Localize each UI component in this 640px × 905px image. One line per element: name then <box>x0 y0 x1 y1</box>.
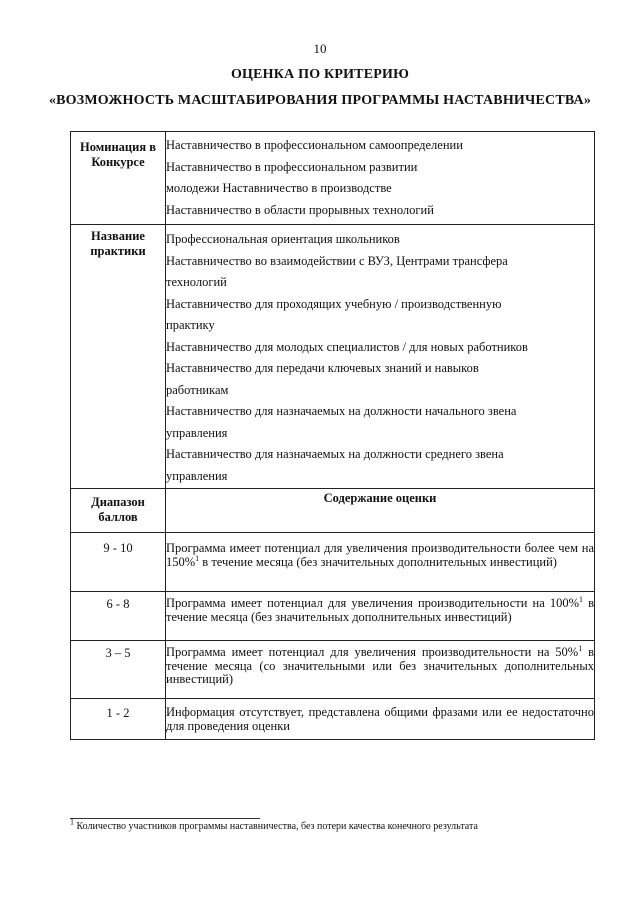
footnote-text: Количество участников программы наставничества, без потери качества конечного результата <box>76 821 478 832</box>
score-description-text: Информация отсутствует, представлена общими фразами или ее недостаточно для проведения оценки <box>166 705 594 733</box>
score-range: 1 - 2 <box>71 699 166 740</box>
title-line-1: ОЦЕНКА ПО КРИТЕРИЮ <box>230 67 410 82</box>
practice-label-line-2: практики <box>90 244 146 258</box>
footnote-marker: 1 <box>70 817 74 827</box>
practice-label-line-1: Название <box>91 229 145 243</box>
practice-item: Наставничество для проходящих учебную / производственную <box>166 296 502 311</box>
page-number: 10 <box>313 41 327 56</box>
score-row <box>71 533 595 592</box>
footnote-marker: 1 <box>578 643 583 653</box>
footnote <box>70 817 478 832</box>
nomination-label <box>71 132 166 225</box>
score-description-text: Программа имеет потенциал для увеличения производительности на 100% <box>166 596 579 610</box>
score-range-header-line-2: баллов <box>98 510 138 524</box>
footnote-divider <box>70 818 260 819</box>
score-row <box>71 699 595 740</box>
score-range: 9 - 10 <box>71 533 166 592</box>
score-range: 6 - 8 <box>71 592 166 641</box>
nomination-item: Наставничество в профессиональном развитии <box>166 159 418 174</box>
practice-row <box>71 225 595 489</box>
score-description <box>166 533 595 592</box>
score-range-header <box>71 489 166 533</box>
practice-item: технологий <box>166 275 227 289</box>
practice-item: Наставничество для назначаемых на должности среднего звена <box>166 447 504 461</box>
score-description-text: в течение месяца (без значительных дополнительных инвестиций) <box>166 596 594 624</box>
score-description <box>166 592 595 641</box>
score-description <box>166 699 595 740</box>
practice-item: управления <box>166 425 228 440</box>
footnote-marker: 1 <box>195 553 200 563</box>
footnote-marker: 1 <box>579 594 583 604</box>
score-description-text: в течение месяца (без значительных дополнительных инвестиций) <box>199 554 557 569</box>
nomination-label-line-1: Номинация в <box>80 140 156 154</box>
score-description-text: Программа имеет потенциал для увеличения производительности на 50% <box>166 645 579 659</box>
nomination-list <box>166 132 595 225</box>
score-header-row <box>71 489 595 533</box>
practice-item: Наставничество во взаимодействии с ВУЗ, Центрами трансфера <box>166 253 508 268</box>
nomination-item: молодежи Наставничество в производстве <box>166 181 392 195</box>
practice-item: работникам <box>166 382 229 397</box>
nomination-item: Наставничество в профессиональном самоопределении <box>166 138 463 152</box>
practice-item: практику <box>166 318 215 332</box>
nomination-label-line-2: Конкурсе <box>91 155 145 169</box>
criteria-table <box>70 131 595 740</box>
title-line-2: «ВОЗМОЖНОСТЬ МАСШТАБИРОВАНИЯ ПРОГРАММЫ НАСТАВНИЧЕСТВА» <box>48 93 592 108</box>
practice-item: управления <box>166 468 228 483</box>
practice-item: Наставничество для передачи ключевых знаний и навыков <box>166 361 479 375</box>
score-description-text: Программа имеет потенциал для увеличения производительности более чем на 150% <box>166 541 594 569</box>
practice-item: Наставничество для назначаемых на должности начального звена <box>166 404 517 418</box>
score-range-header-line-1: Диапазон <box>91 495 145 509</box>
practice-item: Профессиональная ориентация школьников <box>166 232 400 246</box>
nomination-item: Наставничество в области прорывных технологий <box>166 202 434 217</box>
score-range: 3 – 5 <box>71 641 166 699</box>
practice-list <box>166 225 595 489</box>
nomination-row <box>71 132 595 225</box>
score-row <box>71 592 595 641</box>
score-description <box>166 641 595 699</box>
practice-label <box>71 225 166 489</box>
practice-item: Наставничество для молодых специалистов / для новых работников <box>166 339 528 354</box>
score-description-text: в течение месяца (со значительными или без значительных дополнительных инвестиций) <box>166 645 594 686</box>
score-content-header: Содержание оценки <box>166 489 595 533</box>
score-row <box>71 641 595 699</box>
